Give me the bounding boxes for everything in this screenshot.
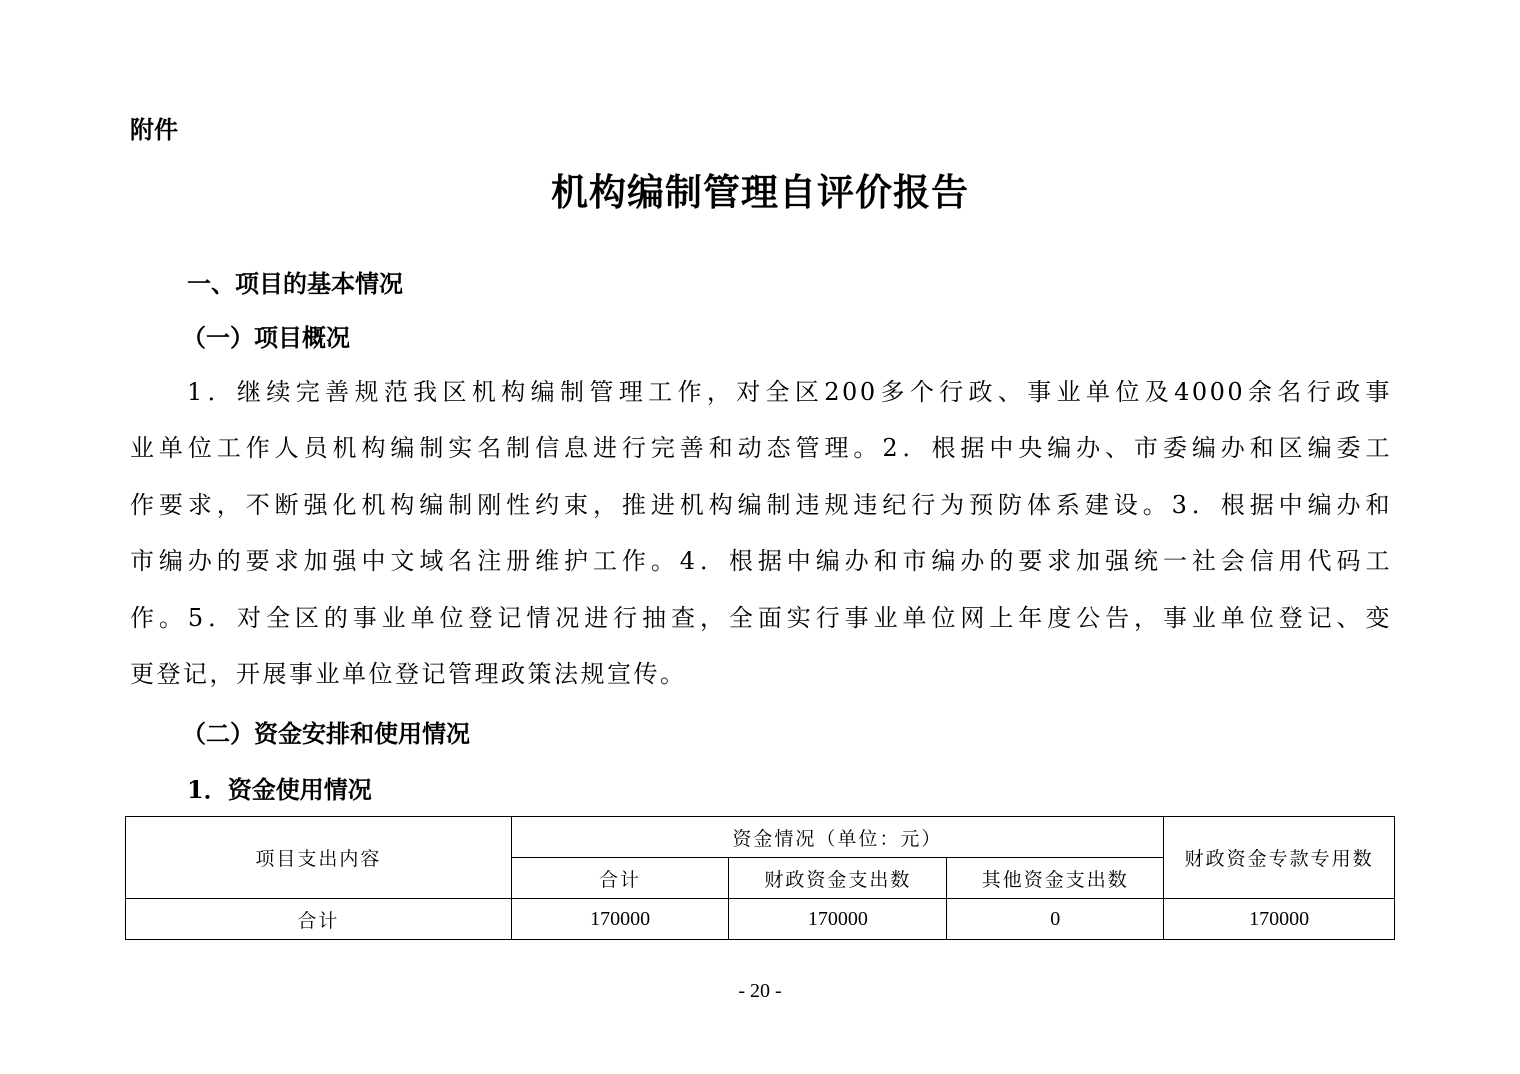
cell-other: 0 — [947, 899, 1164, 940]
header-other: 其他资金支出数 — [947, 858, 1164, 899]
header-funds-group: 资金情况（单位：元） — [511, 817, 1164, 858]
overview-paragraph — [130, 374, 1392, 712]
paragraph-line: 市编办的要求加强中文域名注册维护工作。4．根据中编办和市编办的要求加强统一社会信用代码工 — [130, 547, 1392, 576]
paragraph-line: 业单位工作人员机构编制实名制信息进行完善和动态管理。2．根据中央编办、市委编办和区编委工 — [130, 434, 1392, 463]
header-special: 财政资金专款专用数 — [1164, 817, 1395, 899]
paragraph-line: 更登记，开展事业单位登记管理政策法规宣传。 — [130, 659, 687, 688]
page-title: 机构编制管理自评价报告 — [551, 170, 969, 214]
paragraph-line: 1．继续完善规范我区机构编制管理工作，对全区200多个行政、事业单位及4000余名行政事 — [187, 378, 1392, 406]
paragraph-line: 作要求，不断强化机构编制刚性约束，推进机构编制违规违纪行为预防体系建设。3．根据中编办和 — [130, 490, 1392, 519]
cell-fiscal: 170000 — [729, 899, 947, 940]
cell-total: 170000 — [511, 899, 729, 940]
header-item: 项目支出内容 — [126, 817, 512, 899]
page-number: - 20 - — [738, 980, 782, 1002]
table-header-row — [126, 817, 1395, 858]
subsection-heading-overview: （一）项目概况 — [182, 323, 350, 352]
funds-table — [125, 816, 1395, 940]
section-heading-basic-info: 一、项目的基本情况 — [187, 270, 403, 298]
funds-usage-heading: 1．资金使用情况 — [187, 775, 372, 804]
table-row — [126, 899, 1395, 940]
subsection-heading-funds: （二）资金安排和使用情况 — [182, 719, 470, 748]
cell-special: 170000 — [1164, 899, 1395, 940]
cell-item: 合计 — [126, 899, 512, 940]
header-fiscal: 财政资金支出数 — [729, 858, 947, 899]
paragraph-line: 作。5．对全区的事业单位登记情况进行抽查，全面实行事业单位网上年度公告，事业单位登记、变 — [130, 603, 1392, 632]
header-total: 合计 — [511, 858, 729, 899]
attachment-label: 附件 — [130, 116, 178, 144]
